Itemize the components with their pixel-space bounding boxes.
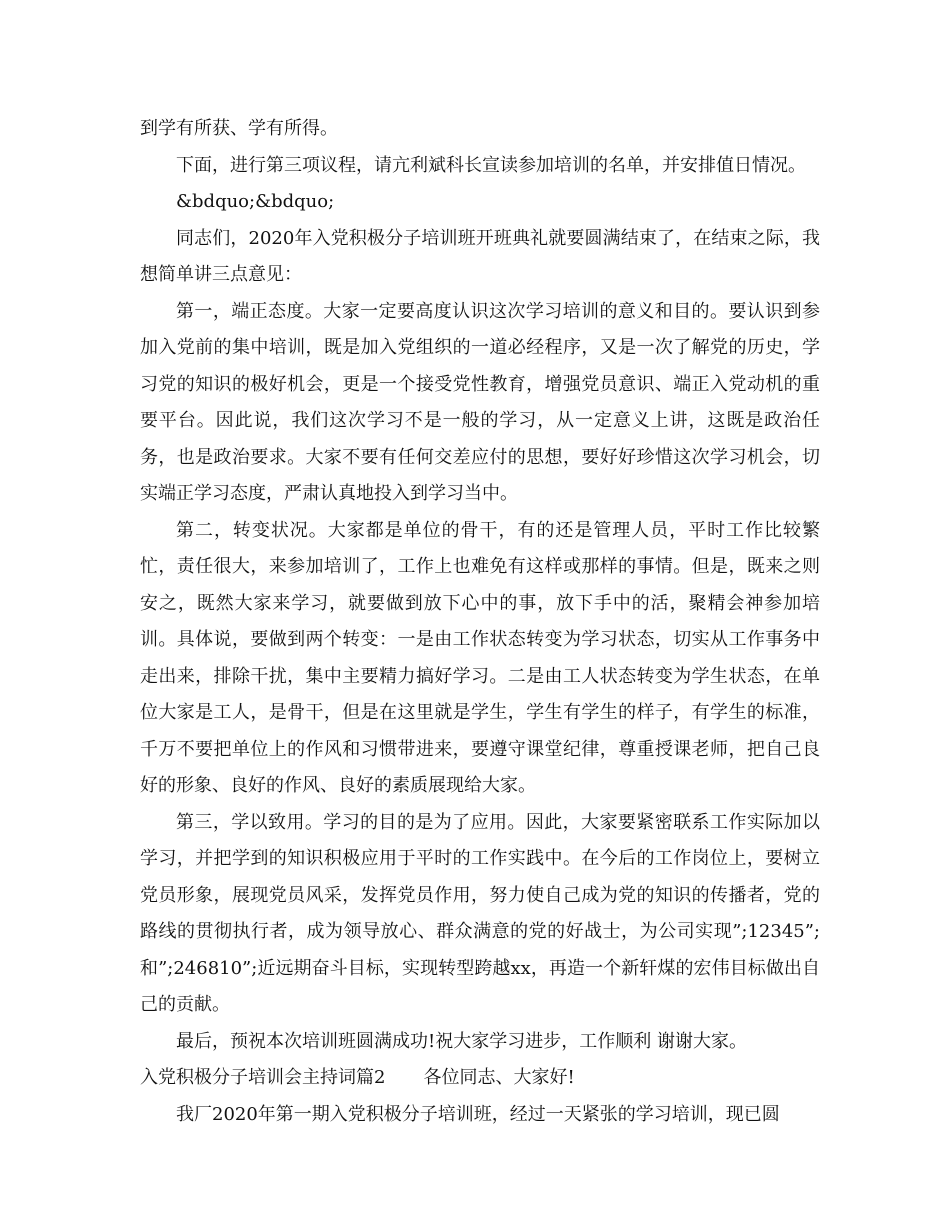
paragraph-next-section: 我厂2020年第一期入党积极分子培训班，经过一天紧张的学习培训，现已圆 bbox=[176, 1103, 780, 1125]
paragraph-intro: 同志们，2020年入党积极分子培训班开班典礼就要圆满结束了，在结束之际，我想简单讲三点意见： bbox=[140, 227, 820, 285]
paragraph-closing: 最后，预祝本次培训班圆满成功!祝大家学习进步，工作顺利 谢谢大家。 bbox=[176, 1030, 747, 1052]
paragraph-continuation: 到学有所获、学有所得。 bbox=[140, 118, 338, 139]
section-greeting: 各位同志、大家好! bbox=[423, 1067, 575, 1088]
section-title: 入党积极分子培训会主持词篇2 bbox=[140, 1067, 386, 1088]
section-heading bbox=[140, 1060, 820, 1097]
paragraph-agenda: 下面，进行第三项议程，请亢利斌科长宣读参加培训的名单，并安排值日情况。 bbox=[176, 154, 806, 176]
paragraph-point-one: 第一，端正态度。大家一定要高度认识这次学习培训的意义和目的。要认识到参加入党前的集中培训，既是加入党组织的一道必经程序，又是一次了解党的历史，学习党的知识的极好机会，更是一个接受党性教育，增强党员意识、端正入党动机的重要平台。因此说，我们这次学习不是一般的学习，从一定意义上讲，这既是政治任务，也是政治要求。大家不要有任何交差应付的思想，要好好珍惜这次学习机会，切实端正学习态度，严肃认真地投入到学习当中。 bbox=[140, 300, 820, 504]
paragraph-point-two: 第二，转变状况。大家都是单位的骨干，有的还是管理人员，平时工作比较繁忙，责任很大，来参加培训了，工作上也难免有这样或那样的事情。但是，既来之则安之，既然大家来学习，就要做到放下心中的事，放下手中的活，聚精会神参加培训。具体说，要做到两个转变：一是由工作状态转变为学习状态，切实从工作事务中走出来，排除干扰，集中主要精力搞好学习。二是由工人状态转变为学生状态，在单位大家是工人，是骨干，但是在这里就是学生，学生有学生的样子，有学生的标准，千万不要把单位上的作风和习惯带进来，要遵守课堂纪律，尊重授课老师，把自己良好的形象、良好的作风、良好的素质展现给大家。 bbox=[140, 519, 820, 796]
paragraph-placeholder: &bdquo;&bdquo; bbox=[176, 191, 335, 212]
paragraph-point-three: 第三，学以致用。学习的目的是为了应用。因此，大家要紧密联系工作实际加以学习，并把学到的知识积极应用于平时的工作实践中。在今后的工作岗位上，要树立党员形象，展现党员风采，发挥党员作用，努力使自己成为党的知识的传播者，党的路线的贯彻执行者，成为领导放心、群众满意的党的好战士，为公司实现”;12345”;和”;246810”;近远期奋斗目标，实现转型跨越xx，再造一个新轩煤的宏伟目标做出自己的贡献。 bbox=[140, 811, 820, 1015]
document-body bbox=[140, 111, 820, 1133]
